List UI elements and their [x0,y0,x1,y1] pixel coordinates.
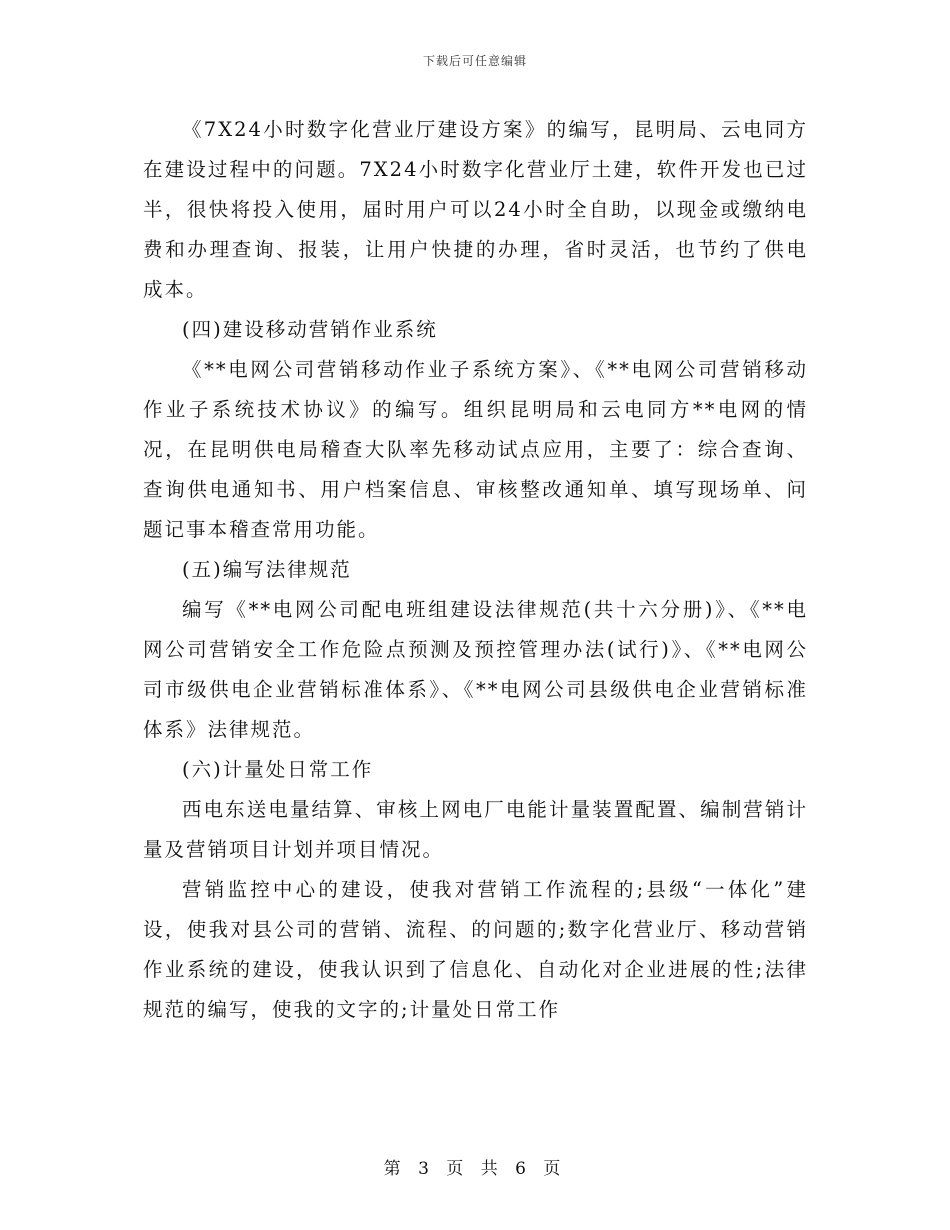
section-heading-4: (四)建设移动营销作业系统 [182,318,438,341]
page-number-footer: 第 3 页 共 6 页 [383,1159,567,1179]
paragraph-summary: 营销监控中心的建设，使我对营销工作流程的;县级“一体化”建设，使我对县公司的营销、流程、的问题的;数字化营业厅、移动营销作业系统的建设，使我认识到了信息化、自动化对企业进展的性;法律规范的编写，使我的文字的;计量处日常工作 [143,878,808,1021]
section-heading-5: (五)编写法律规范 [182,558,352,581]
document-body [143,110,808,1030]
paragraph-mobile-system: 《**电网公司营销移动作业子系统方案》、《**电网公司营销移动作业子系统技术协议》的编写。组织昆明局和云电同方**电网的情况，在昆明供电局稽查大队率先移动试点应用，主要了：综合查询、查询供电通知书、用户档案信息、审核整改通知单、填写现场单、问题记事本稽查常用功能。 [143,358,808,541]
paragraph-metering: 西电东送电量结算、审核上网电厂电能计量装置配置、编制营销计量及营销项目计划并项目情况。 [143,798,808,861]
page-header: 下载后可任意编辑 [422,54,527,68]
paragraph-digital-hall: 《7X24小时数字化营业厅建设方案》的编写，昆明局、云电同方在建设过程中的问题。7X24小时数字化营业厅土建，软件开发也已过半，很快将投入使用，届时用户可以24小时全自助，以现金或缴纳电费和办理查询、报装，让用户快捷的办理，省时灵活，也节约了供电成本。 [143,118,808,301]
section-heading-6: (六)计量处日常工作 [182,758,374,781]
paragraph-regulations: 编写《**电网公司配电班组建设法律规范(共十六分册)》、《**电网公司营销安全工作危险点预测及预控管理办法(试行)》、《**电网公司市级供电企业营销标准体系》、《**电网公司县级供电企业营销标准体系》法律规范。 [143,598,808,741]
